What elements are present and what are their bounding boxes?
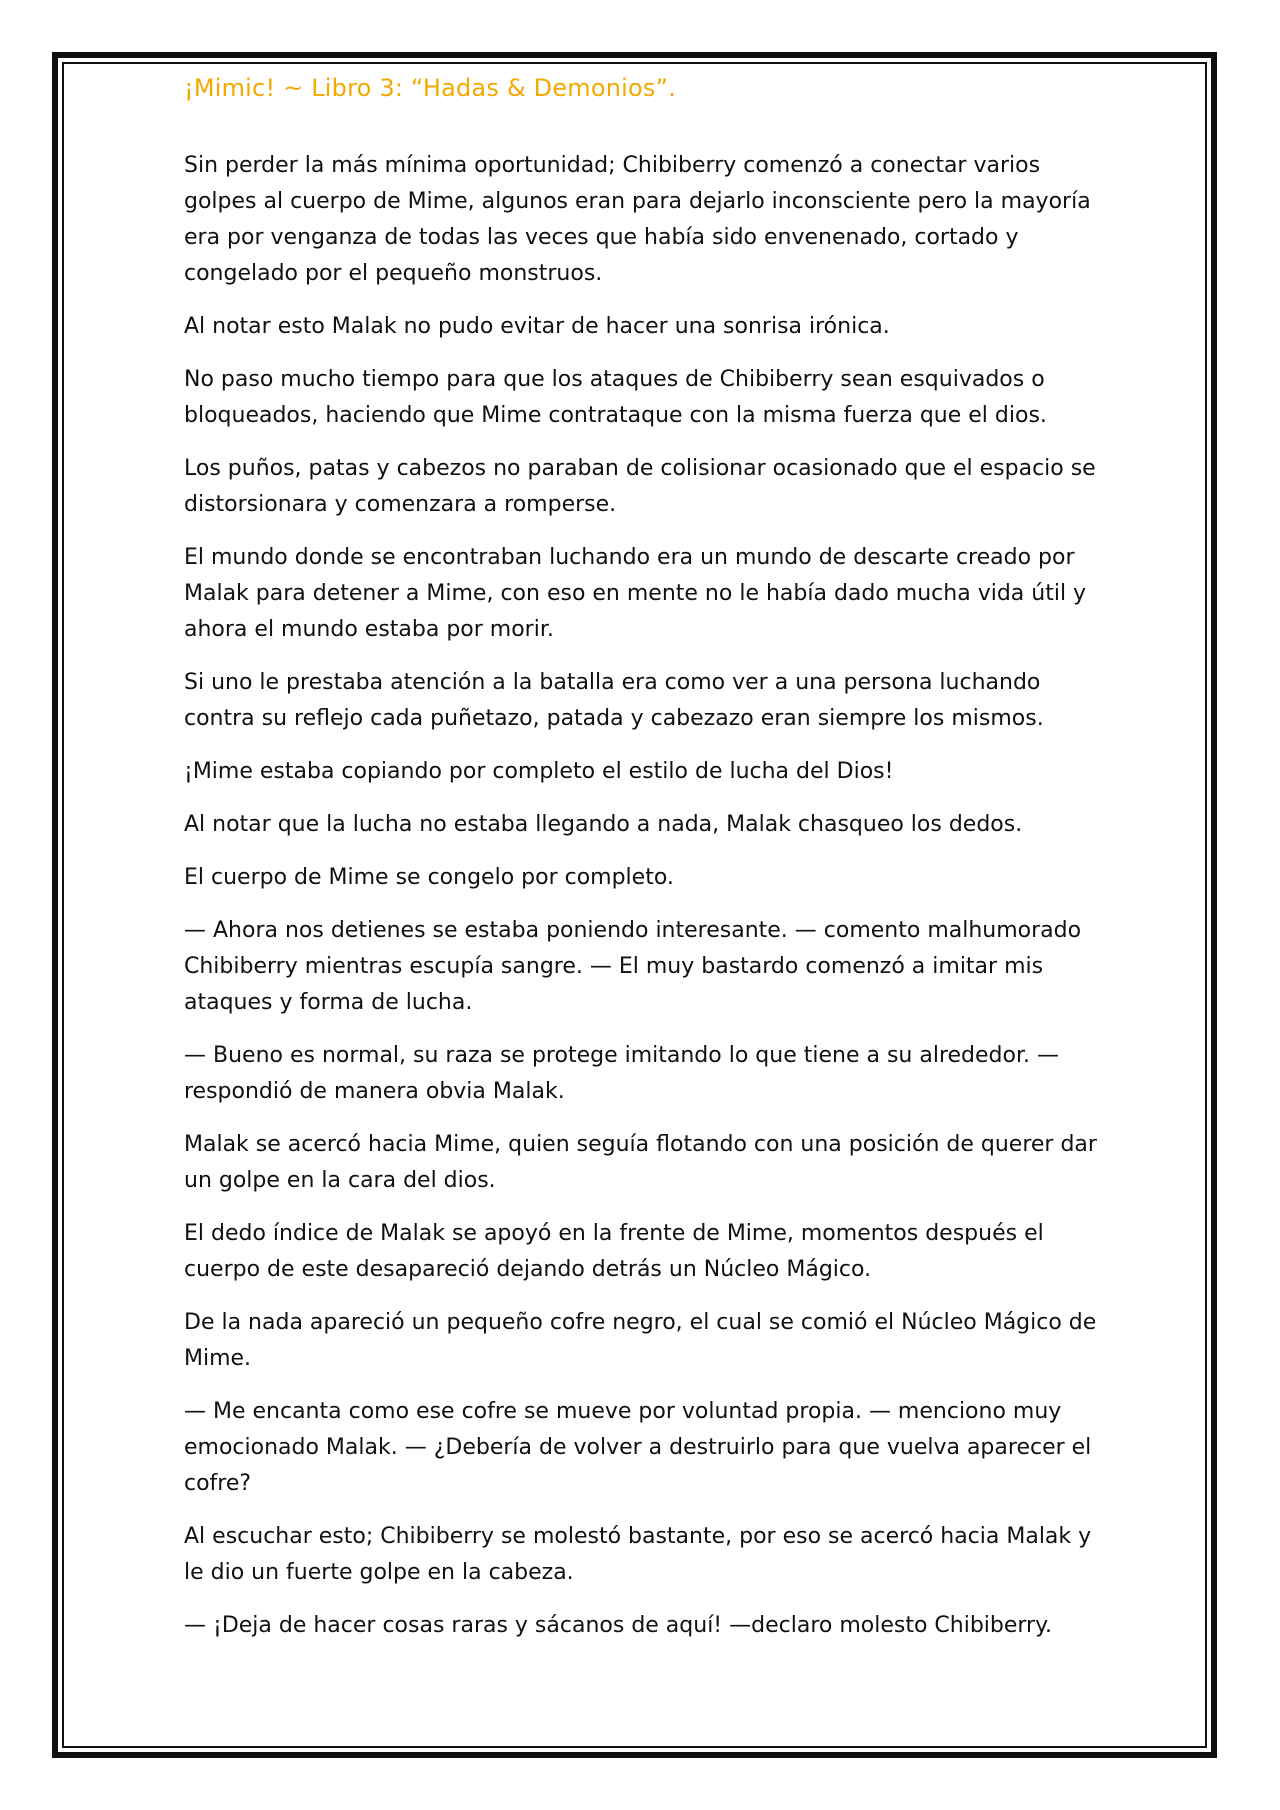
running-header: ¡Mimic! ~ Libro 3: “Hadas & Demonios”. (184, 74, 677, 102)
paragraph: — Me encanta como ese cofre se mueve por voluntad propia. — menciono muy emocionado Malak. — ¿Debería de volver a destruirlo para que vuelva aparecer el cofre? (184, 1399, 1092, 1496)
paragraph: Al notar esto Malak no pudo evitar de hacer una sonrisa irónica. (184, 314, 890, 339)
paragraph: — Ahora nos detienes se estaba poniendo interesante. — comento malhumorado Chibiberry mientras escupía sangre. — El muy bastardo comenzó a imitar mis ataques y forma de lucha. (184, 918, 1082, 1015)
paragraph: El cuerpo de Mime se congelo por completo. (184, 865, 674, 890)
paragraph: Al escuchar esto; Chibiberry se molestó bastante, por eso se acercó hacia Malak y le dio un fuerte golpe en la cabeza. (184, 1524, 1092, 1585)
paragraph: Al notar que la lucha no estaba llegando a nada, Malak chasqueo los dedos. (184, 812, 1023, 837)
paragraph: El mundo donde se encontraban luchando era un mundo de descarte creado por Malak para detener a Mime, con eso en mente no le había dado mucha vida útil y ahora el mundo estaba por morir. (184, 545, 1087, 642)
paragraph: De la nada apareció un pequeño cofre negro, el cual se comió el Núcleo Mágico de Mime. (184, 1310, 1097, 1371)
paragraph: Si uno le prestaba atención a la batalla era como ver a una persona luchando contra su reflejo cada puñetazo, patada y cabezazo eran siempre los mismos. (184, 670, 1044, 731)
paragraph: El dedo índice de Malak se apoyó en la frente de Mime, momentos después el cuerpo de este desapareció dejando detrás un Núcleo Mágico. (184, 1221, 1044, 1282)
paragraph: ¡Mime estaba copiando por completo el estilo de lucha del Dios! (184, 759, 894, 784)
paragraph: Sin perder la más mínima oportunidad; Chibiberry comenzó a conectar varios golpes al cuerpo de Mime, algunos eran para dejarlo inconsciente pero la mayoría era por venganza de todas las veces que había sido envenenado, cortado y congelado por el pequeño monstruos. (184, 153, 1091, 286)
paragraph: Los puños, patas y cabezos no paraban de colisionar ocasionado que el espacio se distorsionara y comenzara a romperse. (184, 456, 1096, 517)
paragraph: Malak se acercó hacia Mime, quien seguía flotando con una posición de querer dar un golpe en la cara del dios. (184, 1132, 1097, 1193)
paragraph: No paso mucho tiempo para que los ataques de Chibiberry sean esquivados o bloqueados, haciendo que Mime contrataque con la misma fuerza que el dios. (184, 367, 1047, 428)
paragraph: — Bueno es normal, su raza se protege imitando lo que tiene a su alrededor. — respondió de manera obvia Malak. (184, 1043, 1059, 1104)
story-body (184, 148, 1114, 1661)
paragraph: — ¡Deja de hacer cosas raras y sácanos de aquí! —declaro molesto Chibiberry. (184, 1613, 1052, 1638)
